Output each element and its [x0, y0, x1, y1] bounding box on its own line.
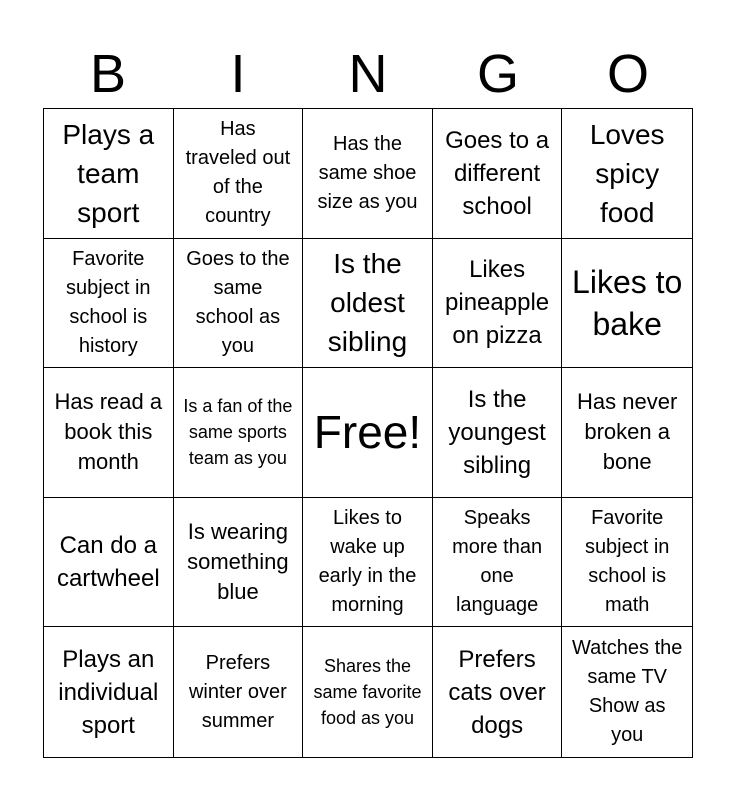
header-letter-g: G [476, 44, 519, 104]
bingo-cell [303, 498, 433, 628]
cell-text: Likes to wake up early in the morning [318, 507, 417, 617]
bingo-cell [174, 498, 304, 628]
bingo-cell [433, 498, 563, 628]
bingo-cell [562, 109, 692, 239]
cell-text: Favorite subject in school is math [584, 507, 670, 617]
bingo-cell [303, 109, 433, 239]
bingo-cell [44, 368, 174, 498]
cell-text: Speaks more than one language [452, 507, 543, 617]
cell-text: Is a fan of the same sports team as you [183, 396, 293, 469]
cell-text: Is the oldest sibling [327, 248, 408, 358]
cell-text: Prefers winter over summer [188, 651, 287, 732]
bingo-cell [562, 239, 692, 369]
bingo-card-grid [43, 108, 693, 758]
cell-text: Goes to the same school as you [186, 247, 290, 357]
cell-text: Has never broken a bone [577, 389, 678, 475]
bingo-cell [174, 109, 304, 239]
bingo-cell [174, 239, 304, 369]
bingo-cell [44, 498, 174, 628]
cell-text: Has traveled out of the country [185, 118, 291, 228]
bingo-cell [174, 627, 304, 757]
cell-text: Can do a cartwheel [56, 532, 160, 593]
cell-text: Likes pineapple on pizza [445, 256, 550, 350]
cell-text: Prefers cats over dogs [448, 645, 546, 739]
bingo-cell [303, 239, 433, 369]
free-space-text: Free! [313, 406, 422, 459]
header-letter-b: B [89, 44, 127, 104]
cell-text: Has read a book this month [54, 389, 163, 475]
bingo-cell [433, 239, 563, 369]
bingo-cell [433, 627, 563, 757]
bingo-cell [174, 368, 304, 498]
bingo-cell [433, 109, 563, 239]
cell-text: Shares the same favorite food as you [313, 656, 422, 729]
cell-text: Plays an individual sport [58, 645, 159, 739]
header-letter-o: O [606, 44, 649, 104]
bingo-cell [303, 627, 433, 757]
bingo-header [43, 40, 693, 108]
cell-text: Watches the same TV Show as you [571, 637, 683, 747]
cell-text: Is the youngest sibling [448, 385, 546, 479]
bingo-cell [433, 368, 563, 498]
header-letter-n: N [348, 44, 388, 104]
bingo-cell [44, 239, 174, 369]
cell-text: Plays a team sport [62, 118, 155, 228]
bingo-cell [562, 368, 692, 498]
bingo-cell [562, 627, 692, 757]
bingo-cell [44, 627, 174, 757]
cell-text: Has the same shoe size as you [317, 132, 418, 213]
cell-text: Favorite subject in school is history [66, 247, 151, 357]
bingo-cell-free [303, 368, 433, 498]
cell-text: Loves spicy food [589, 118, 665, 228]
cell-text: Is wearing something blue [187, 519, 289, 605]
header-letter-i: I [230, 44, 246, 104]
bingo-cell [562, 498, 692, 628]
cell-text: Goes to a different school [445, 126, 550, 220]
cell-text: Likes to bake [572, 263, 683, 342]
bingo-cell [44, 109, 174, 239]
